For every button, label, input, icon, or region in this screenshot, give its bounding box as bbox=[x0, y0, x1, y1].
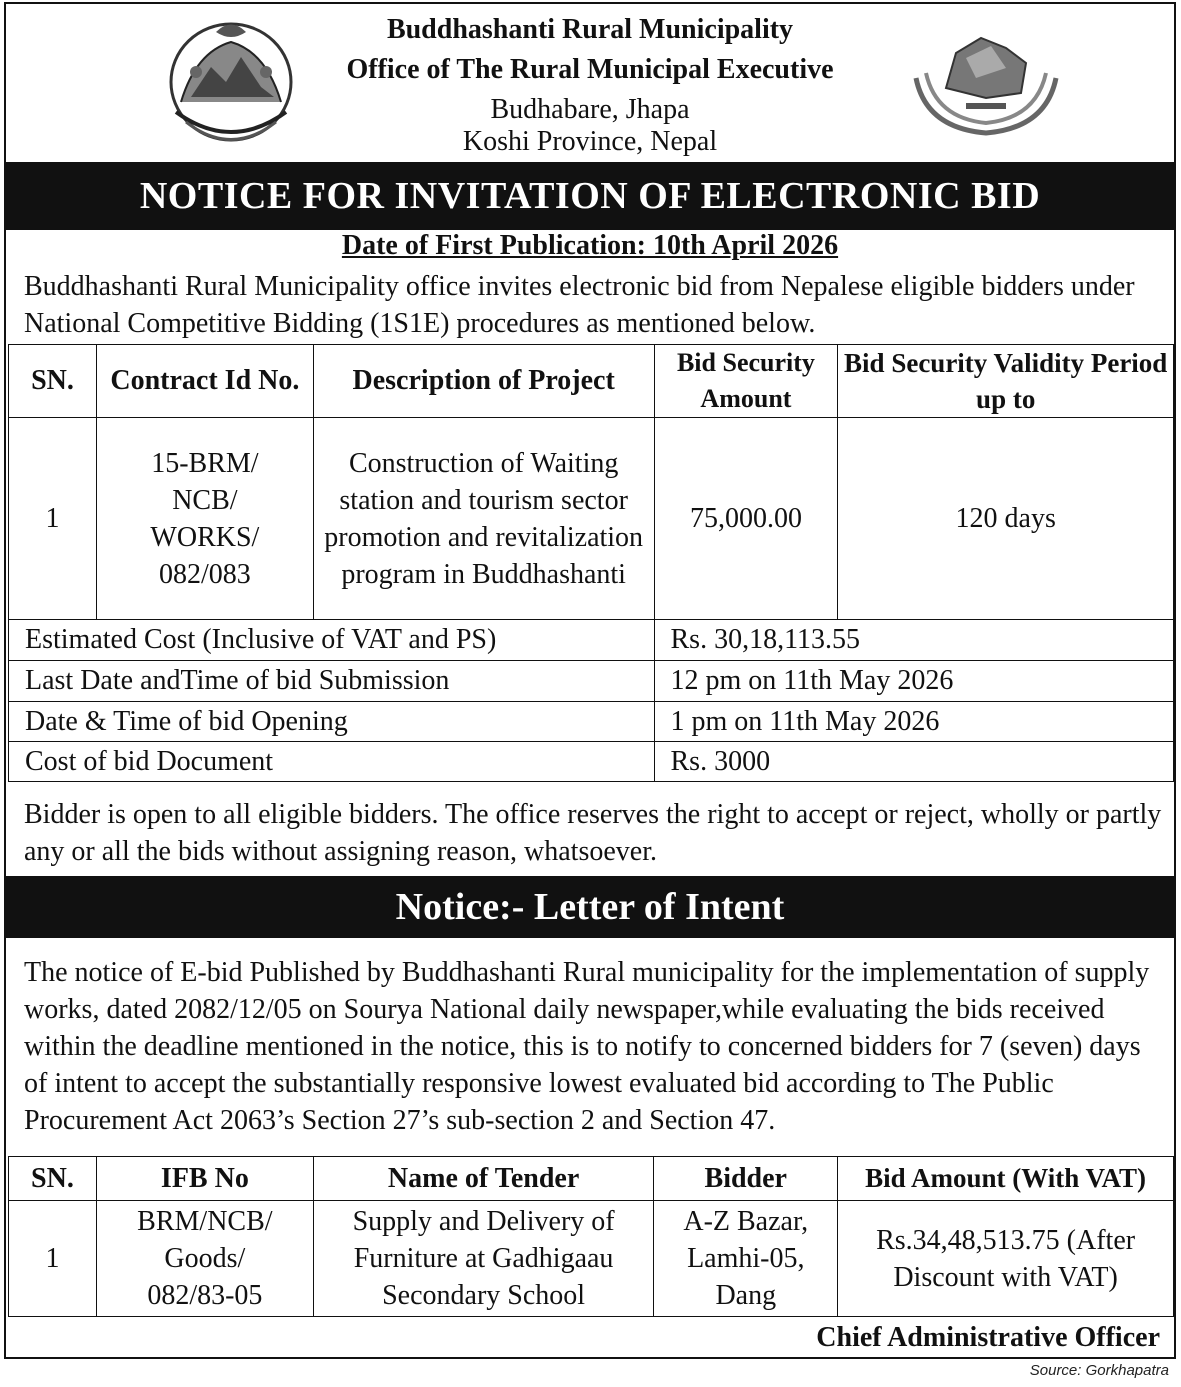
info-row bbox=[9, 702, 1174, 742]
header-description: Description of Project bbox=[313, 345, 654, 418]
header-validity: Bid Security Validity Period up to bbox=[838, 345, 1174, 418]
header-bidder: Bidder bbox=[654, 1157, 838, 1201]
row-contract-id: 15-BRM/ NCB/ WORKS/ 082/083 bbox=[96, 418, 313, 620]
table-row bbox=[9, 1201, 1174, 1317]
row-bid-amount: Rs.34,48,513.75 (After Discount with VAT) bbox=[838, 1201, 1174, 1317]
header-bid-amount: Bid Amount (With VAT) bbox=[838, 1157, 1174, 1201]
municipality-logo-icon bbox=[896, 18, 1076, 138]
info-value: 12 pm on 11th May 2026 bbox=[654, 661, 1174, 702]
info-value: Rs. 3000 bbox=[654, 742, 1174, 782]
header-sn: SN. bbox=[9, 345, 97, 418]
header-contract-id: Contract Id No. bbox=[96, 345, 313, 418]
intent-table bbox=[8, 1156, 1174, 1317]
row-description: Construction of Waiting station and tourism sector promotion and revitalization program in Buddhashanti bbox=[313, 418, 654, 620]
info-row bbox=[9, 742, 1174, 782]
header-bid-security: Bid Security Amount bbox=[654, 345, 838, 418]
address-line-2: Koshi Province, Nepal bbox=[462, 126, 718, 157]
office-name: Office of The Rural Municipal Executive bbox=[346, 54, 834, 85]
row-amount: 75,000.00 bbox=[654, 418, 838, 620]
info-label: Date & Time of bid Opening bbox=[9, 702, 655, 742]
address-line-1: Budhabare, Jhapa bbox=[490, 94, 690, 125]
intent-body: The notice of E-bid Published by Buddhashanti Rural municipality for the implementation of supply works, dated 2082/12/05 on Sourya National daily newspaper,while evaluating the bids received within the deadline mentioned in the notice, this is to notify to concerned bidders for 7 (seven) days of intent to accept the substantially responsive lowest evaluated bid according to The Public Procurement Act 2063’s Section 27’s sub-section 2 and Section 47. bbox=[24, 957, 1150, 1136]
row-sn: 1 bbox=[9, 1201, 97, 1317]
signature: Chief Administrative Officer bbox=[816, 1322, 1160, 1353]
header-tender: Name of Tender bbox=[313, 1157, 654, 1201]
info-label: Last Date andTime of bid Submission bbox=[9, 661, 655, 702]
header bbox=[6, 4, 1174, 160]
publication-date: Date of First Publication: 10th April 2026 bbox=[341, 230, 839, 261]
bid-footer-text: Bidder is open to all eligible bidders. The office reserves the right to accept or reject, wholly or partly any or all the bids without assigning reason, whatsoever. bbox=[24, 799, 1162, 867]
intent-table-header bbox=[9, 1157, 1174, 1201]
info-value: Rs. 30,18,113.55 bbox=[654, 620, 1174, 661]
bid-table bbox=[8, 344, 1174, 782]
row-tender: Supply and Delivery of Furniture at Gadhigaau Secondary School bbox=[313, 1201, 654, 1317]
table-row bbox=[9, 418, 1174, 620]
info-row bbox=[9, 661, 1174, 702]
row-sn: 1 bbox=[9, 418, 97, 620]
source-credit: Source: Gorkhapatra bbox=[1029, 1362, 1169, 1379]
info-value: 1 pm on 11th May 2026 bbox=[654, 702, 1174, 742]
row-bidder: A-Z Bazar, Lamhi-05, Dang bbox=[654, 1201, 838, 1317]
invitation-intro: Buddhashanti Rural Municipality office invites electronic bid from Nepalese eligible bidders under National Competitive Bidding (1S1E) procedures as mentioned below. bbox=[24, 271, 1135, 339]
notice-title: NOTICE FOR INVITATION OF ELECTRONIC BID bbox=[6, 162, 1174, 230]
row-ifb: BRM/NCB/ Goods/ 082/83-05 bbox=[96, 1201, 313, 1317]
info-label: Cost of bid Document bbox=[9, 742, 655, 782]
municipality-name: Buddhashanti Rural Municipality bbox=[386, 14, 794, 45]
row-validity: 120 days bbox=[838, 418, 1174, 620]
bid-table-header bbox=[9, 345, 1174, 418]
intent-title: Notice:- Letter of Intent bbox=[6, 876, 1174, 938]
notice-frame bbox=[4, 2, 1176, 1359]
info-label: Estimated Cost (Inclusive of VAT and PS) bbox=[9, 620, 655, 661]
header-sn: SN. bbox=[9, 1157, 97, 1201]
header-ifb: IFB No bbox=[96, 1157, 313, 1201]
info-row bbox=[9, 620, 1174, 661]
